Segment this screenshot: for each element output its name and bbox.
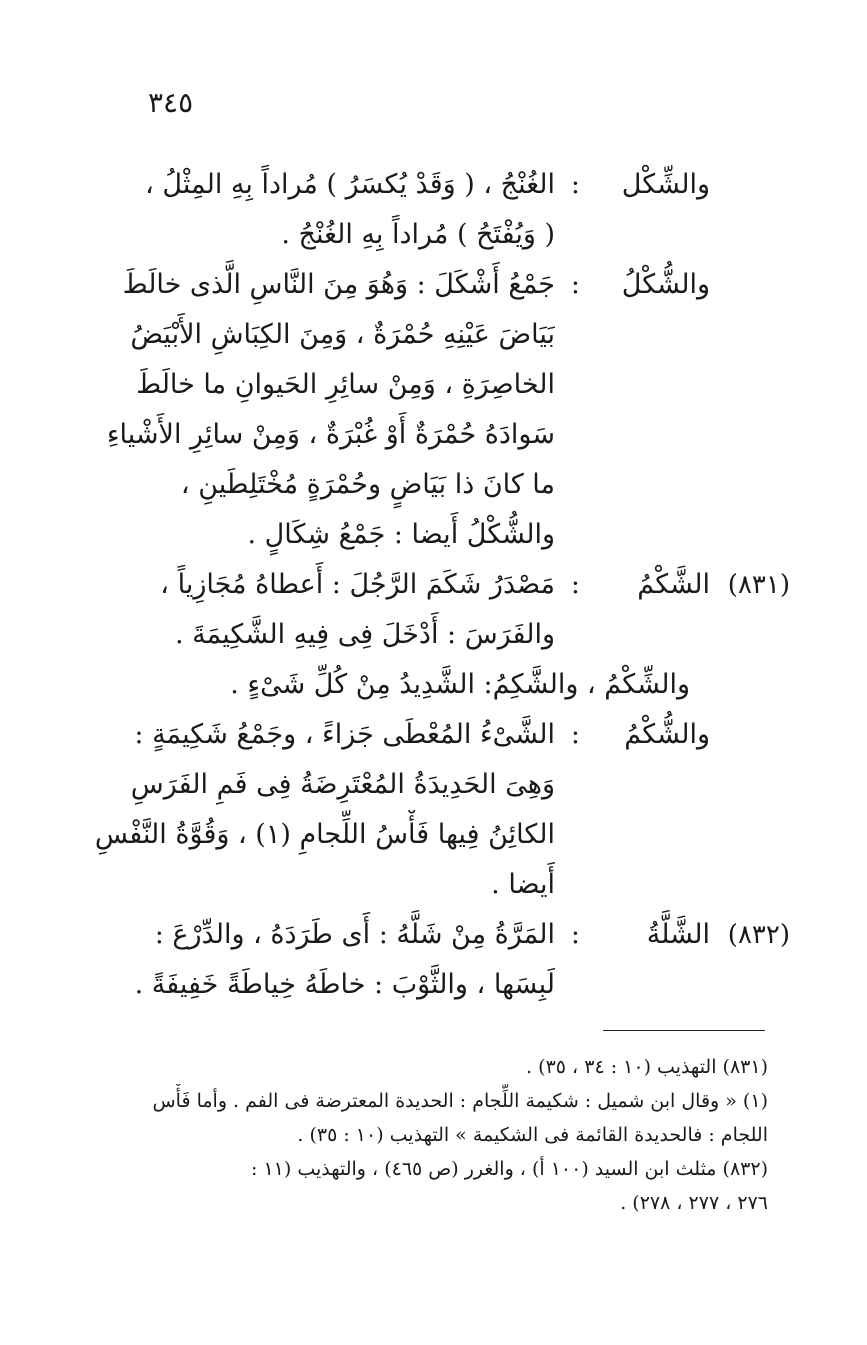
definition-line: ( وَيُفْتَحُ ) مُراداً بِهِ الغُنْجُ . — [281, 219, 555, 250]
entry-colon: : — [570, 719, 580, 750]
entry-colon: : — [570, 269, 580, 300]
entry-definition — [90, 260, 555, 560]
definition-line: لَبِسَها ، والثَّوْبَ : خاطَهُ خِياطَةً خَفِيفَةً . — [134, 969, 555, 1000]
dictionary-entry — [90, 260, 790, 560]
dictionary-entry — [90, 710, 790, 910]
entry-colon: : — [570, 169, 580, 200]
entry-number: (٨٣١) — [727, 570, 790, 600]
entry-standalone-line: والشِّكْمُ ، والشَّكِمُ: الشَّدِيدُ مِنْ كُلِّ شَىْءٍ . — [230, 669, 690, 700]
entry-headword: الشَّكْمُ — [637, 569, 710, 600]
entry-definition — [90, 560, 555, 660]
definition-line: والفَرَسَ : أَدْخَلَ فِى فِيهِ الشَّكِيمَةَ . — [174, 619, 555, 650]
entry-headword: الشَّلَّةُ — [646, 919, 710, 950]
footnote-line: (٨٣١) التهذيب (١٠ : ٣٤ ، ٣٥) . — [526, 1056, 768, 1078]
definition-line: والشُّكْلُ أَيضا : جَمْعُ شِكَالٍ . — [247, 519, 555, 550]
entry-colon: : — [570, 569, 580, 600]
definition-line: الغُنْجُ ، ( وَقَدْ يُكسَرُ ) مُراداً بِهِ المِثْلُ ، — [145, 169, 555, 200]
dictionary-entry — [90, 910, 790, 1010]
page-number: ٣٤٥ — [148, 86, 194, 119]
definition-line: ما كانَ ذا بَيَاضٍ وحُمْرَةٍ مُخْتَلِطَينِ ، — [180, 469, 555, 500]
footnote — [100, 1152, 768, 1220]
entry-headword: والشُّكْمُ — [624, 719, 710, 750]
footnote-line: (١) « وقال ابن شميل : شكيمة اللِّجام : الحديدة المعترضة فى الفم . وأما فَأْس — [152, 1090, 768, 1112]
footnote-separator — [603, 1030, 765, 1031]
dictionary-entry — [90, 560, 790, 660]
definition-line: سَوادَهُ حُمْرَةٌ أَوْ غُبْرَةٌ ، وَمِنْ سائِرِ الأَشْياءِ — [106, 419, 555, 450]
footnotes — [100, 1050, 768, 1220]
definition-line: الشَّىْءُ المُعْطَى جَزاءً ، وجَمْعُ شَكِيمَةٍ : — [134, 719, 555, 750]
entry-colon: : — [570, 919, 580, 950]
definition-line: مَصْدَرُ شَكَمَ الرَّجُلَ : أَعطاهُ مُجَازِياً ، — [160, 569, 555, 600]
dictionary-entries — [90, 160, 790, 1010]
footnote — [100, 1050, 768, 1084]
entry-headword: والشُّكْلُ — [621, 269, 710, 300]
definition-line: المَرَّةُ مِنْ شَلَّهُ : أَى طَرَدَهُ ، والدِّرْعَ : — [154, 919, 555, 950]
definition-line: الكائِنُ فِيها فَأْسُ اللِّجامِ (١) ، وَقُوَّةُ النَّفْسِ — [94, 819, 555, 850]
definition-line: بَيَاضَ عَيْنِهِ حُمْرَةٌ ، وَمِنَ الكِبَاشِ الأَبْيَضُ — [130, 319, 555, 350]
definition-line: أَيضا . — [491, 869, 555, 900]
entry-number: (٨٣٢) — [727, 920, 790, 950]
definition-line: الخاصِرَةِ ، وَمِنْ سائِرِ الحَيوانِ ما خالَطَ — [136, 369, 555, 400]
entry-definition — [90, 160, 555, 260]
footnote-line: (٨٣٢) مثلث ابن السيد (١٠٠ أ) ، والغرر (ص ٤٦٥) ، والتهذيب (١١ : — [251, 1158, 768, 1180]
definition-line: وَهِىَ الحَدِيدَةُ المُعْتَرِضَةُ فِى فَمِ الفَرَسِ — [130, 769, 555, 800]
entry-headword: والشِّكْل — [621, 169, 710, 200]
footnote-line: ٢٧٦ ، ٢٧٧ ، ٢٧٨) . — [620, 1192, 768, 1214]
dictionary-entry — [90, 160, 790, 260]
entry-definition — [90, 910, 555, 1010]
definition-line: جَمْعُ أَشْكَلَ : وَهُوَ مِنَ النَّاسِ الَّذى خالَطَ — [122, 269, 555, 300]
footnote — [100, 1084, 768, 1152]
footnote-line: اللجام : فالحديدة القائمة فى الشكيمة » التهذيب (١٠ : ٣٥) . — [297, 1124, 768, 1146]
entry-definition — [90, 710, 555, 910]
